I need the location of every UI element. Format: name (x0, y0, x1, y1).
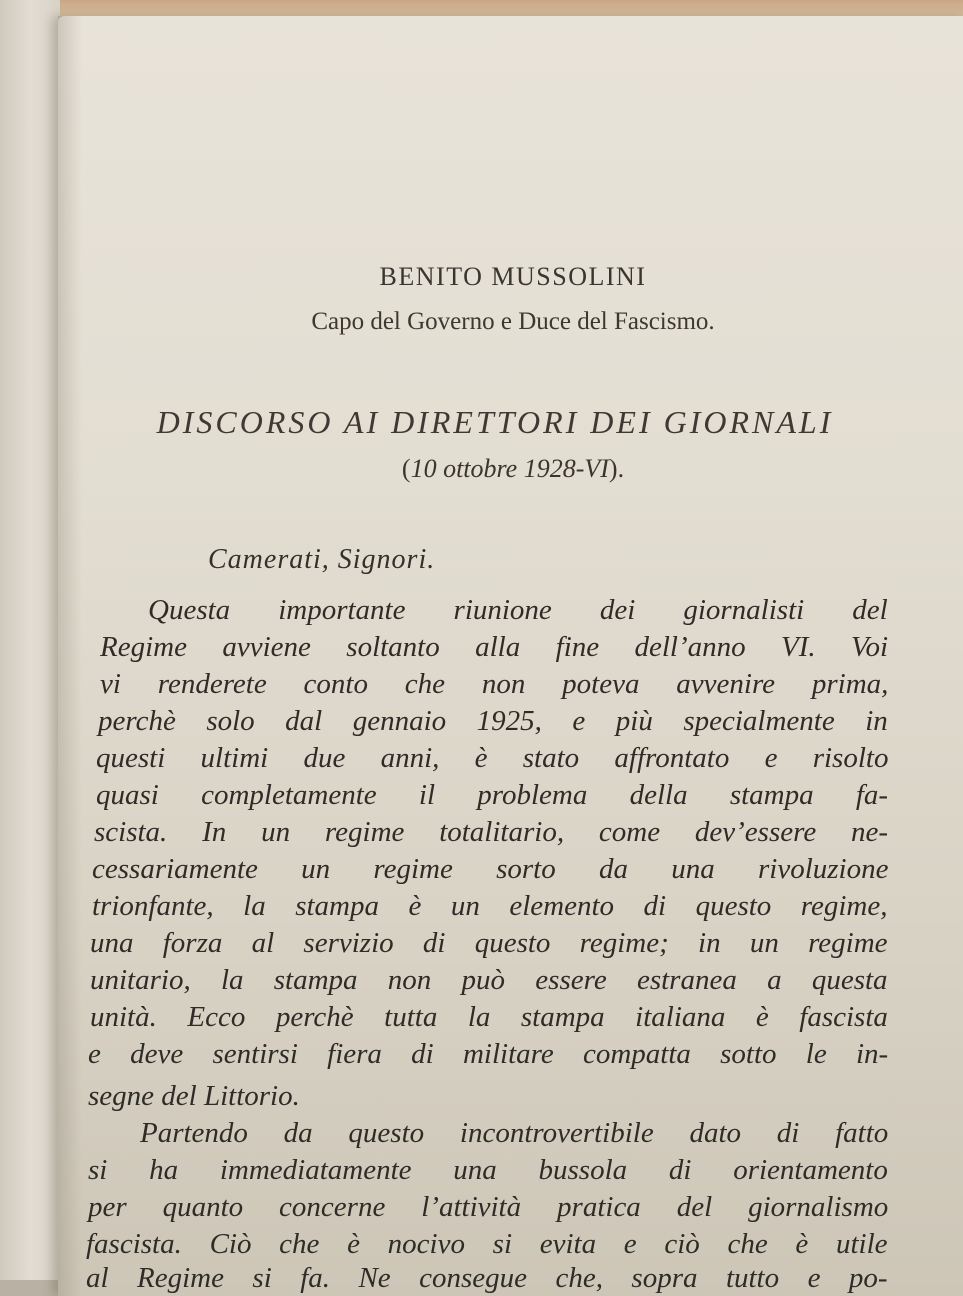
body-line: si ha immediatamente una bussola di orientamento (88, 1154, 888, 1186)
body-line: e deve sentirsi fiera di militare compatta sotto le in- (88, 1038, 889, 1070)
date-open-paren: ( (401, 454, 411, 483)
body-line: trionfante, la stampa è un elemento di questo regime, (92, 890, 888, 922)
body-line: quasi completamente il problema della stampa fa- (96, 779, 889, 811)
body-line: unitario, la stampa non può essere estranea a questa (90, 964, 888, 996)
body-line: scista. In un regime totalitario, come dev’essere ne- (94, 816, 889, 848)
body-line: segne del Littorio. (88, 1080, 300, 1112)
date-text: 10 ottobre 1928-VI (410, 454, 609, 483)
author-role: Capo del Governo e Duce del Fascismo. (311, 308, 715, 335)
body-line: cessariamente un regime sorto da una rivoluzione (92, 853, 889, 885)
body-line: perchè solo dal gennaio 1925, e più specialmente in (98, 705, 888, 737)
body-line: Questa importante riunione dei giornalisti del (148, 594, 888, 626)
greeting: Camerati, Signori. (208, 544, 436, 575)
body-line: Regime avviene soltanto alla fine dell’anno VI. Voi (100, 631, 889, 663)
author-name: BENITO MUSSOLINI (379, 262, 647, 291)
body-line: unità. Ecco perchè tutta la stampa italiana è fascista (90, 1001, 888, 1033)
body-line: una forza al servizio di questo regime; in un regime (90, 927, 888, 959)
date-close-paren: ). (608, 454, 625, 483)
speech-title: DISCORSO AI DIRETTORI DEI GIORNALI (156, 404, 834, 440)
body-line: vi renderete conto che non poteva avvenire prima, (100, 668, 889, 700)
body-line: Partendo da questo incontrovertibile dato di fatto (140, 1117, 889, 1149)
body-line: fascista. Ciò che è nocivo si evita e ciò che è utile (86, 1228, 888, 1260)
speech-date (58, 454, 963, 484)
body-line: questi ultimi due anni, è stato affrontato e risolto (96, 742, 889, 774)
page-gutter-shadow (58, 16, 82, 1296)
body-line: per quanto concerne l’attività pratica del giornalismo (88, 1191, 889, 1223)
body-line: al Regime si fa. Ne consegue che, sopra tutto e po- (86, 1262, 888, 1294)
